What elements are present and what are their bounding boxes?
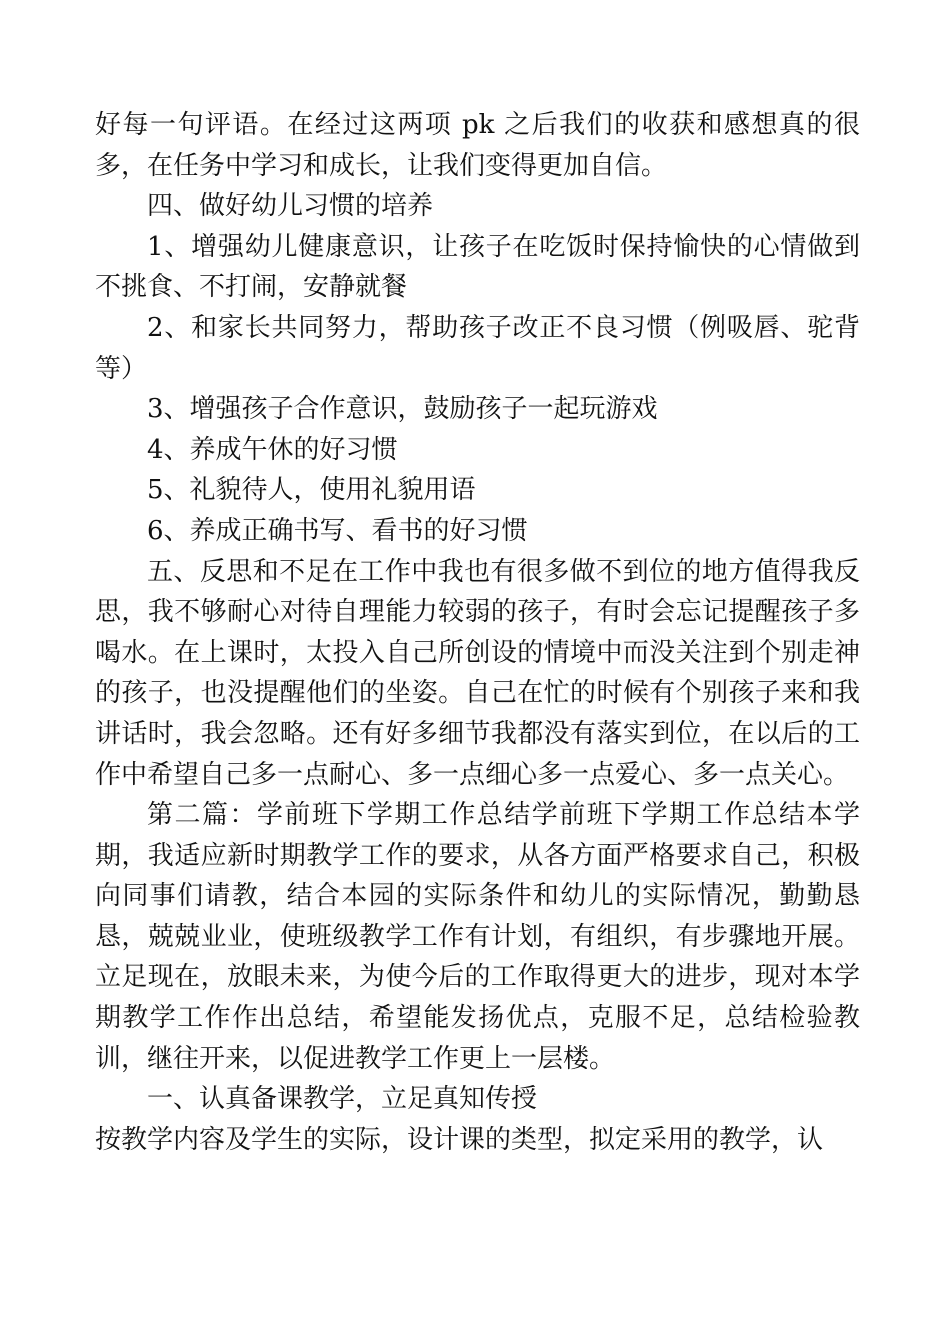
list-item-cooperation-awareness: 3、增强孩子合作意识，鼓励孩子一起玩游戏 [147,394,658,425]
paragraph-teaching-content: 按教学内容及学生的实际，设计课的类型，拟定采用的教学，认 [95,1124,824,1155]
paragraph-evaluation-continued: 好每一句评语。在经过这两项 pk 之后我们的收获和感想真的很多，在任务中学习和成长，让我们变得更加自信。 [95,110,860,181]
heading-lesson-preparation: 一、认真备课教学，立足真知传授 [147,1084,538,1115]
document-body [95,105,860,1160]
list-item-nap-habit: 4、养成午休的好习惯 [147,434,398,465]
list-item-parent-cooperation: 2、和家长共同努力，帮助孩子改正不良习惯（例吸唇、驼背等） [95,312,860,384]
list-item-health-awareness: 1、增强幼儿健康意识，让孩子在吃饭时保持愉快的心情做到不挑食、不打闹，安静就餐 [95,231,860,303]
heading-habit-training: 四、做好幼儿习惯的培养 [147,191,434,222]
list-item-writing-reading: 6、养成正确书写、看书的好习惯 [147,515,528,546]
paragraph-reflection: 五、反思和不足在工作中我也有很多做不到位的地方值得我反思，我不够耐心对待自理能力较弱的孩子，有时会忘记提醒孩子多喝水。在上课时，太投入自己所创设的情境中而没关注到个别走神的孩子，也没提醒他们的坐姿。自己在忙的时候有个别孩子来和我讲话时，我会忽略。还有好多细节我都没有落实到位，在以后的工作中希望自己多一点耐心、多一点细心多一点爱心、多一点关心。 [95,556,860,790]
paragraph-second-article: 第二篇：学前班下学期工作总结学前班下学期工作总结本学期，我适应新时期教学工作的要求，从各方面严格要求自己，积极向同事们请教，结合本园的实际条件和幼儿的实际情况，勤勤恳恳，兢兢业业，使班级教学工作有计划，有组织，有步骤地开展。立足现在，放眼未来，为使今后的工作取得更大的进步，现对本学期教学工作作出总结，希望能发扬优点，克服不足，总结检验教训，继往开来，以促进教学工作更上一层楼。 [95,800,860,1074]
list-item-politeness: 5、礼貌待人，使用礼貌用语 [147,475,476,506]
